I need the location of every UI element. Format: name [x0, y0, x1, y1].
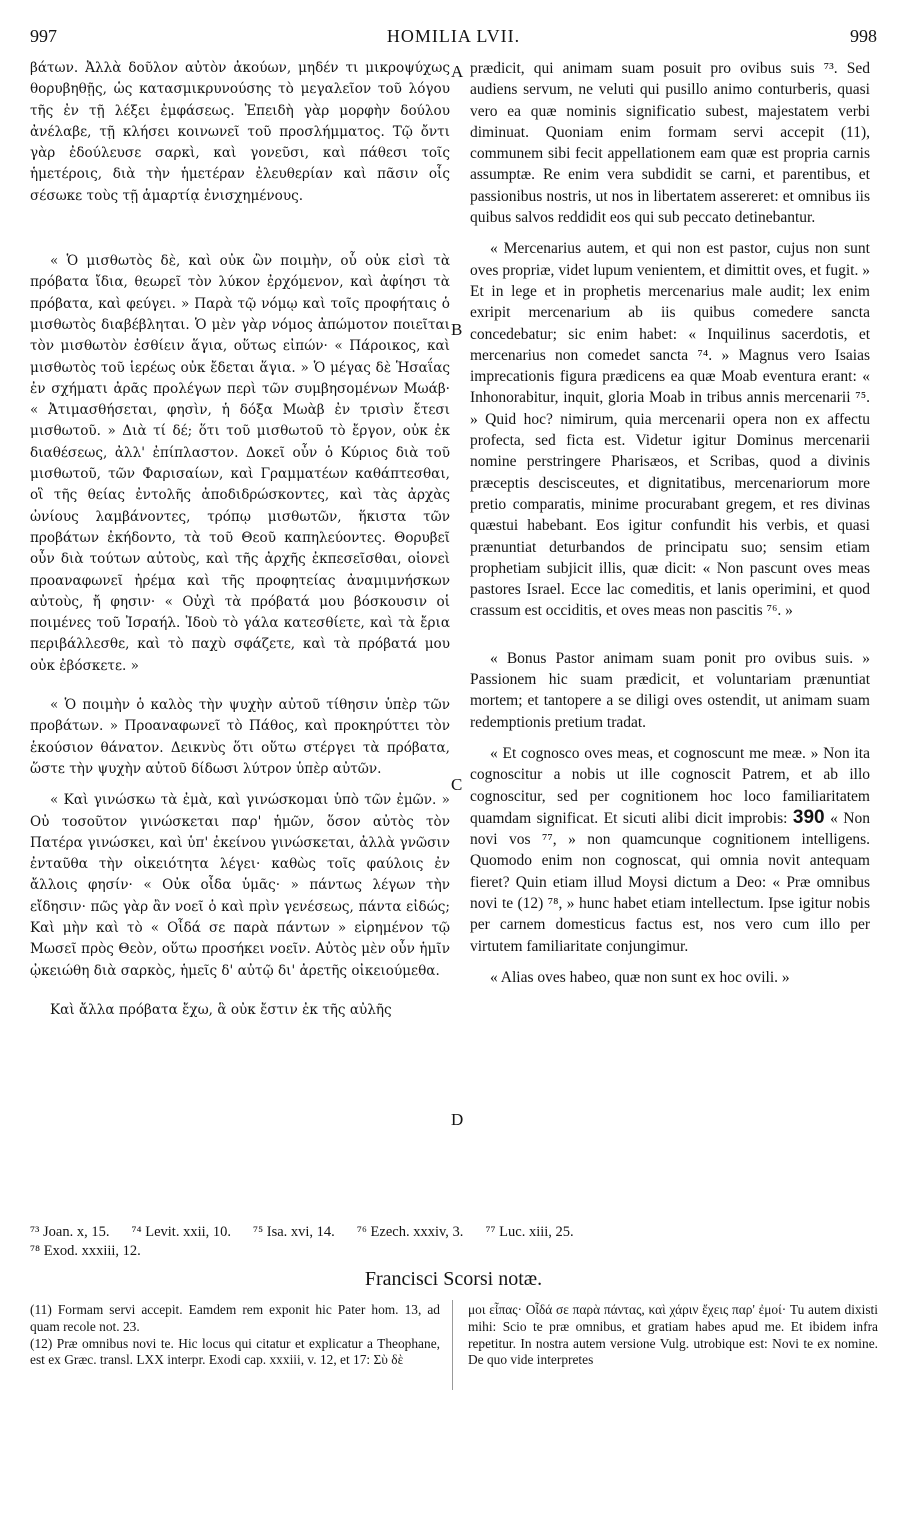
greek-paragraph: « Ὁ ποιμὴν ὁ καλὸς τὴν ψυχὴν αὐτοῦ τίθησιν ὑπὲρ τῶν προβάτων. » Προαναφωνεῖ τὸ Πάθος, καὶ προκηρύττει τὸν ἑκούσιον θάνατον. Δεικνὺς ὅτι οὕτω στέργει τὰ πρόβατα, ὥστε τὴν ψυχὴν αὐτοῦ δίδωσι λύτρον ὑπὲρ αὐτῶν.	[30, 697, 450, 777]
footnote: ⁷³ Joan. x, 15.	[30, 1224, 110, 1240]
footnote: ⁷⁵ Isa. xvi, 14.	[253, 1224, 335, 1240]
greek-paragraph: Καὶ ἄλλα πρόβατα ἔχω, ἃ οὐκ ἔστιν ἐκ τῆς αὐλῆς	[50, 1001, 392, 1018]
latin-paragraph: « Mercenarius autem, et qui non est pastor, cujus non sunt oves propriæ, videt lupum venientem, et dimittit oves, et fugit. » Et in lege et in prophetis mercenarius male audit; lex enim exripit mercenarium ab iis quibus comedere sancta concedebatur; sic enim habet: « Inquilinus sacerdotis, et mercenarius non comedet sancta ⁷⁴. » Magnus vero Isaias imprecationis figura prædicens ea quæ Moab eventura erant: « Inhonorabitur, inquit, gloria Moab in tribus annis mercenarii ⁷⁵. » Quid hoc? nimirum, quia mercenarii opera non ex affectu profecta, sed ficta est. Videtur igitur Dominus mercenarii nomine perstringere Pharisæos, et Scribas, quod a divinis præceptis descisceutes, et dignitatibus, mercenariorum more pretio comparatis, minime procurabant gregem, et res divinas quæstui habebant. Eos igitur confundit his verbis, et quasi prænuntiat deturbandos de principatu suo; sensim etiam prophetiam subjicit illis, quæ dicit: « Non pascunt oves meas pastores Israel. Ecce lac comeditis, et lanis operimini, et quod crassum est occiditis, et oves meas non pascitis ⁷⁶. »	[470, 240, 870, 620]
greek-paragraph: βάτων. Ἀλλὰ δοῦλον αὐτὸν ἀκούων, μηδέν τι μικροψύχως θορυβηθῇς, ὡς κατασμικρυνούσης τὸ μεγαλεῖον τοῦ λόγου τῆς ἐν τῇ λέξει ἐμφάσεως. Ἐπειδὴ γὰρ μορφὴν δούλου ἀνέλαβε, τῇ κλήσει κοινωνεῖ τοῦ προσλήμματος. Τῷ ὄντι γὰρ ἐδούλευσε σαρκὶ, καὶ γονεῦσι, καὶ πάθεσι τοῖς ἡμετέροις, διὰ τὴν ἡμετέραν ἐλευθερίαν καὶ πᾶσιν οἷς σέσωκε τοὺς τῇ ἁμαρτίᾳ ἐνισχημένους.	[30, 60, 450, 204]
footnote: ⁷⁷ Luc. xiii, 25.	[485, 1224, 574, 1240]
page-number-right: 998	[850, 26, 877, 46]
latin-paragraph-part: « Et cognosco oves meas, et cognoscunt me meæ. » Non ita cognoscitur a nobis ut ille cognoscit Patrem, et ab illo cognoscitur, sed per cognitionem hoc loco familiaritatem quamdam significat. Et sicuti alibi dicit improbis:	[470, 744, 870, 827]
footnote: ⁷⁶ Ezech. xxxiv, 3.	[356, 1224, 464, 1240]
latin-column	[470, 58, 870, 998]
page-number-left: 997	[30, 26, 57, 46]
note-entry: (11) Formam servi accepit. Eamdem rem exponit hic Pater hom. 13, ad quam recole not. 23.	[30, 1302, 440, 1334]
footnote: ⁷⁴ Levit. xxii, 10.	[131, 1224, 232, 1240]
latin-paragraph	[470, 743, 870, 957]
footnotes	[30, 1223, 877, 1261]
latin-paragraph-part: « Non novi vos ⁷⁷, » non quamcunque cognitionem intelligens. Quomodo enim non cognoscat, qui omnia novit antequam fieret? Quin etiam illud Moysi dictum a Deo: « Præ omnibus novi te (12) ⁷⁸, » hunc habet etiam intellectum. Ipse igitur nobis per carnem domesticus factus est, nos vero cum illo per virtutem familiaritate conjungimur.	[470, 809, 870, 955]
page-header	[30, 26, 877, 52]
note-entry: μοι εἶπας· Οἶδά σε παρὰ πάντας, καὶ χάριν ἔχεις παρ' ἐμοί· Tu autem dixisti mihi: Scio te præ omnibus, et gratiam habes apud me. Et ibidem infra repetitur. In nostra autem versione Vulg. utrobique est: Novi te ex nomine. De quo vide interpretes	[468, 1302, 878, 1368]
page-title: HOMILIA LVII.	[386, 26, 521, 46]
greek-column	[30, 58, 450, 1031]
margin-letter-b: B	[451, 320, 463, 339]
margin-letter-a: A	[451, 62, 464, 81]
column-divider	[452, 1300, 453, 1390]
margin-letter-d: D	[451, 1110, 464, 1129]
notes-title: Francisci Scorsi notæ.	[364, 1268, 543, 1290]
greek-paragraph: « Ὁ μισθωτὸς δὲ, καὶ οὐκ ὢν ποιμὴν, οὗ οὐκ εἰσὶ τὰ πρόβατα ἴδια, θεωρεῖ τὸν λύκον ἐρχόμενον, καὶ ἀφίησι τὰ πρόβατα, καὶ φεύγει. » Παρὰ τῷ νόμῳ καὶ τοῖς προφήταις ὁ μισθωτὸς διαβέβληται. Ὁ μὲν γὰρ νόμος ἀπώμοτον ποιεῖται τὸν μισθωτὸν ἐσθίειν ἅγια, οὕτως εἰπών· « Πάροικος, καὶ μισθωτὸς τοῦ ἱερέως οὐκ ἔδεται ἅγια. » Ὁ μέγας δὲ Ἡσαΐας ἐν σχήματι ἀρᾶς προλέγων περὶ τῶν συμβησομένων Μωάβ· « Ἀτιμασθήσεται, φησὶν, ἡ δόξα Μωὰβ ἐν τρισὶν ἔτεσι μισθωτοῦ. » Διὰ τί δέ; ὅτι τοῦ μισθωτοῦ τὸ ἔργον, οὐκ ἐκ διαθέσεως, ἀλλ' ἐπίπλαστον. Δοκεῖ οὖν ὁ Κύριος διὰ τοῦ μισθωτοῦ, τῶν Φαρισαίων, καὶ Γραμματέων καθάπτεσθαι, οἳ τῆς θείας ἐντολῆς ἀποδιδρώσκοντες, καὶ τὰς ἀρχὰς ὠνίους λαμβάνοντες, τρόπῳ μισθωτῶν, ἥκιστα τῶν προβάτων ἐκήδοντο, τὰ τοῦ Θεοῦ καπηλεύοντες. Θορυβεῖ οὖν διὰ τούτων αὐτοὺς, καὶ τῆς ἀρχῆς ἐκπεσεῖσθαι, οἱονεὶ προαναφωνεῖ ἠρέμα καὶ τῆς προφητείας ἀναμιμνήσκων αὐτοὺς, ἤ φησιν· « Οὐχὶ τὰ πρόβατά μου βόσκουσιν οἱ ποιμένες τοῦ Ἰσραήλ. Ἰδοὺ τὸ γάλα κατεσθίετε, καὶ τὰ ἔρια περιβάλλεσθε, καὶ τὸ παχὺ σφάζετε, καὶ τὰ πρόβατά μου οὐκ ἐβόσκετε. »	[30, 253, 450, 674]
latin-paragraph: prædicit, qui animam suam posuit pro ovibus suis ⁷³. Sed audiens servum, ne veluti qui pusillo animo conturberis, quasi vero ea quæ nominis significatio subest, majestatem verbi diminuat. Quoniam enim formam servi accepit (11), communem sibi fecit appellationem eam quæ est propria carnis assumptæ. Re enim vera subdidit se carni, et parentibus, et passionibus nostris, ut nos in libertatem assereret: et omnibus iis quibus salvos reddidit eos qui sub peccato detinebantur.	[470, 60, 870, 227]
notes-left-column	[30, 1302, 440, 1369]
note-entry: (12) Præ omnibus novi te. Hic locus qui citatur et explicatur a Theophane, est ex Græc. transl. LXX interpr. Exodi cap. xxxiii, v. 12, et 17: Σὺ δὲ	[30, 1335, 440, 1368]
notes-right-column	[468, 1302, 878, 1369]
footnote: ⁷⁸ Exod. xxxiii, 12.	[30, 1243, 141, 1259]
column-number: 390	[792, 806, 825, 828]
margin-letter-c: C	[451, 775, 463, 794]
latin-paragraph: « Alias oves habeo, quæ non sunt ex hoc ovili. »	[490, 968, 790, 986]
greek-paragraph: « Καὶ γινώσκω τὰ ἐμὰ, καὶ γινώσκομαι ὑπὸ τῶν ἐμῶν. » Οὐ τοσοῦτον γινώσκεται παρ' ἡμῶν, ὅσον αὐτὸς τὸν Πατέρα γινώσκει, καὶ ὑπ' ἐκείνου γινώσκεται, ἀλλὰ γνῶσιν ἐνταῦθα τὴν οἰκειότητα λέγει· καθὼς τοῖς φαύλοις ἐν ἄλλοις φησίν· « Οὐκ οἶδα ὑμᾶς· » πάντως λέγων τὴν εἴδησιν· πῶς γὰρ ἂν νοεῖ ὁ καὶ πρὶν γενέσεως, πάντα εἰδώς; Καὶ μὴν καὶ τὸ « Οἶδά σε παρὰ πάντων » εἰρημένον τῷ Μωσεῖ πρὸς Θεὸν, οὕτω προσήκει νοεῖν. Αὐτὸς μὲν οὖν ἡμῖν ᾠκειώθη διὰ σαρκὸς, ἡμεῖς δ' αὐτῷ δι' ἀρετῆς οἰκειούμεθα.	[30, 792, 450, 979]
latin-paragraph: « Bonus Pastor animam suam ponit pro ovibus suis. » Passionem hic suam prædicit, et voluntariam prænuntiat mortem; et tantopere a se diligi oves ostendit, ut animam suam redemptionis pretium tradat.	[470, 649, 870, 731]
